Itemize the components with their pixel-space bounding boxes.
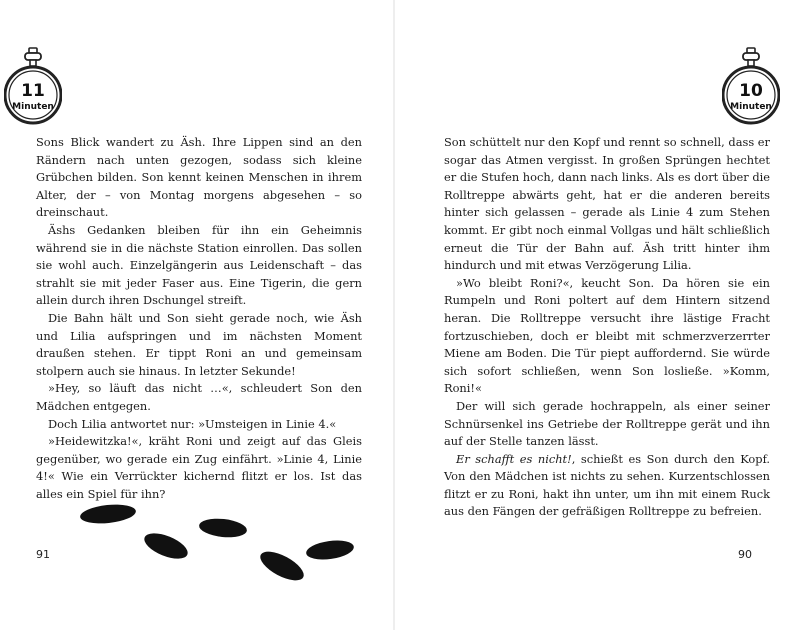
- stopwatch-number: 11: [21, 81, 45, 101]
- stopwatch-unit: Minuten: [730, 102, 772, 112]
- paragraph: Äshs Gedanken bleiben für ihn ein Geheimnis während sie in die nächste Station einrollen. Das sollen sie wohl auch. Einzelgängerin aus Leidenschaft – das strahlt sie mit jeder Faser aus. Eine Tigerin, die gern allein durch ihren Dschungel streift.: [36, 222, 362, 308]
- left-page-text: [36, 134, 362, 503]
- paragraph: Doch Lilia antwortet nur: »Umsteigen in Linie 4.«: [48, 416, 337, 431]
- right-page: [394, 0, 788, 630]
- stopwatch-icon: [722, 46, 780, 126]
- stopwatch-number: 10: [739, 81, 763, 101]
- paragraph: Die Bahn hält und Son sieht gerade noch, wie Äsh und Lilia aufspringen und im nächsten Moment draußen stehen. Er tippt Roni an und gemeinsam stolpern auch sie hinaus. In letzter Sekunde!: [36, 310, 362, 378]
- footprints-illustration: [70, 498, 370, 588]
- paragraph: Sons Blick wandert zu Äsh. Ihre Lippen sind an den Rändern nach unten gezogen, sodass sich kleine Grübchen bilden. Son kennt keinen Menschen in ihrem Alter, der – von Montag morgens abgesehen – so dreinschaut.: [36, 135, 362, 220]
- page-number: 90: [738, 548, 752, 561]
- paragraph-rest: , schießt es Son durch den Kopf. Von den Mädchen ist nichts zu sehen. Kurzentschlossen flitzt er zu Roni, hakt ihn unter, um ihn mit einem Ruck aus den Fängen der gefräßigen Rolltreppe zu befreien.: [444, 451, 771, 519]
- stopwatch-unit: Minuten: [12, 102, 54, 112]
- paragraph: »Wo bleibt Roni?«, keucht Son. Da hören sie ein Rumpeln und Roni poltert auf dem Hintern sitzend heran. Die Rolltreppe versucht ihre lästige Fracht fortzuschieben, doch er bleibt mit schmerzverzerrter Miene am Boden. Die Tür piept auffordernd. Sie würde sich sofort schließen, wenn Son losließe. »Komm, Roni!«: [444, 275, 770, 396]
- stopwatch-icon: [4, 46, 62, 126]
- page-number: 91: [36, 548, 50, 561]
- paragraph: [444, 451, 770, 521]
- paragraph: Der will sich gerade hochrappeln, als einer seiner Schnürsenkel ins Getriebe der Rolltreppe gerät und ihn auf der Stelle tanzen lässt.: [444, 398, 770, 449]
- paragraph: »Hey, so läuft das nicht …«, schleudert Son den Mädchen entgegen.: [36, 381, 362, 413]
- italic-thought: Er schafft es nicht!: [456, 451, 572, 466]
- paragraph: »Heidewitzka!«, kräht Roni und zeigt auf das Gleis gegenüber, wo gerade ein Zug einfährt. »Linie 4, Linie 4!« Wie ein Verrückter kichernd flitzt er los. Ist das alles ein Spiel für ihn?: [36, 434, 362, 501]
- right-page-text: [444, 134, 770, 521]
- paragraph: Son schüttelt nur den Kopf und rennt so schnell, dass er sogar das Atmen vergisst. In großen Sprüngen hechtet er die Stufen hoch, dann nach links. Als es dort über die Rolltreppe abwärts geht, hat er die anderen bereits hinter sich gelassen – gerade als Linie 4 zum Stehen kommt. Er gibt noch einmal Vollgas und hält schließlich erneut die Tür der Bahn auf. Äsh tritt hinter ihm hindurch und mit etwas Verzögerung Lilia.: [444, 135, 770, 273]
